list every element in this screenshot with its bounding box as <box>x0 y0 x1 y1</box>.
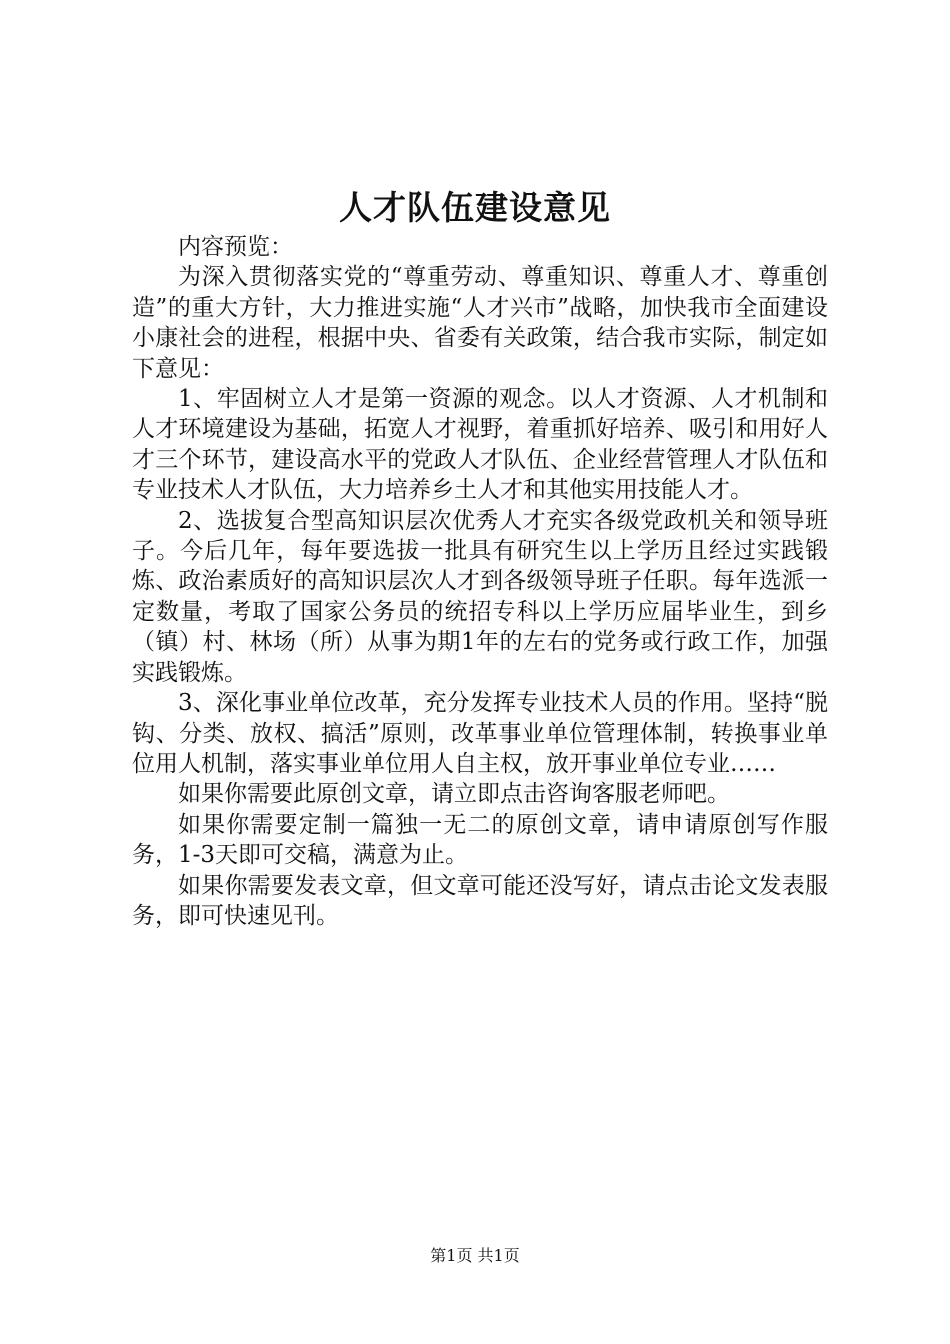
intro-paragraph: 为深入贯彻落实党的“尊重劳动、尊重知识、尊重人才、尊重创造”的重大方针，大力推进实施“人才兴市”战略，加快我市全面建设小康社会的进程，根据中央、省委有关政策，结合我市实际，制定如下意见： <box>132 264 828 382</box>
page-number-footer: 第1页 共1页 <box>430 1246 520 1265</box>
point-2-paragraph: 2、选拔复合型高知识层次优秀人才充实各级党政机关和领导班子。今后几年，每年要选拔一批具有研究生以上学历且经过实践锻炼、政治素质好的高知识层次人才到各级领导班子任职。每年选派一定数量，考取了国家公务员的统招专科以上学历应届毕业生，到乡（镇）村、林场（所）从事为期1年的左右的党务或行政工作，加强实践锻炼。 <box>132 507 828 686</box>
preview-label: 内容预览： <box>178 234 293 260</box>
point-1-paragraph: 1、牢固树立人才是第一资源的观念。以人才资源、人才机制和人才环境建设为基础，拓宽人才视野，着重抓好培养、吸引和用好人才三个环节，建设高水平的党政人才队伍、企业经营管理人才队伍和专业技术人才队伍，大力培养乡土人才和其他实用技能人才。 <box>132 386 828 504</box>
document-body <box>132 232 828 931</box>
point-3-paragraph: 3、深化事业单位改革，充分发挥专业技术人员的作用。坚持“脱钩、分类、放权、搞活”原则，改革事业单位管理体制，转换事业单位用人机制，落实事业单位用人自主权，放开事业单位专业…… <box>132 690 828 777</box>
document-title: 人才队伍建设意见 <box>339 188 611 227</box>
publishing-paragraph: 如果你需要发表文章，但文章可能还没写好，请点击论文发表服务，即可快速见刊。 <box>132 872 828 929</box>
custom-writing-paragraph: 如果你需要定制一篇独一无二的原创文章，请申请原创写作服务，1-3天即可交稿，满意为止。 <box>132 811 828 869</box>
consult-paragraph: 如果你需要此原创文章，请立即点击咨询客服老师吧。 <box>178 781 730 808</box>
